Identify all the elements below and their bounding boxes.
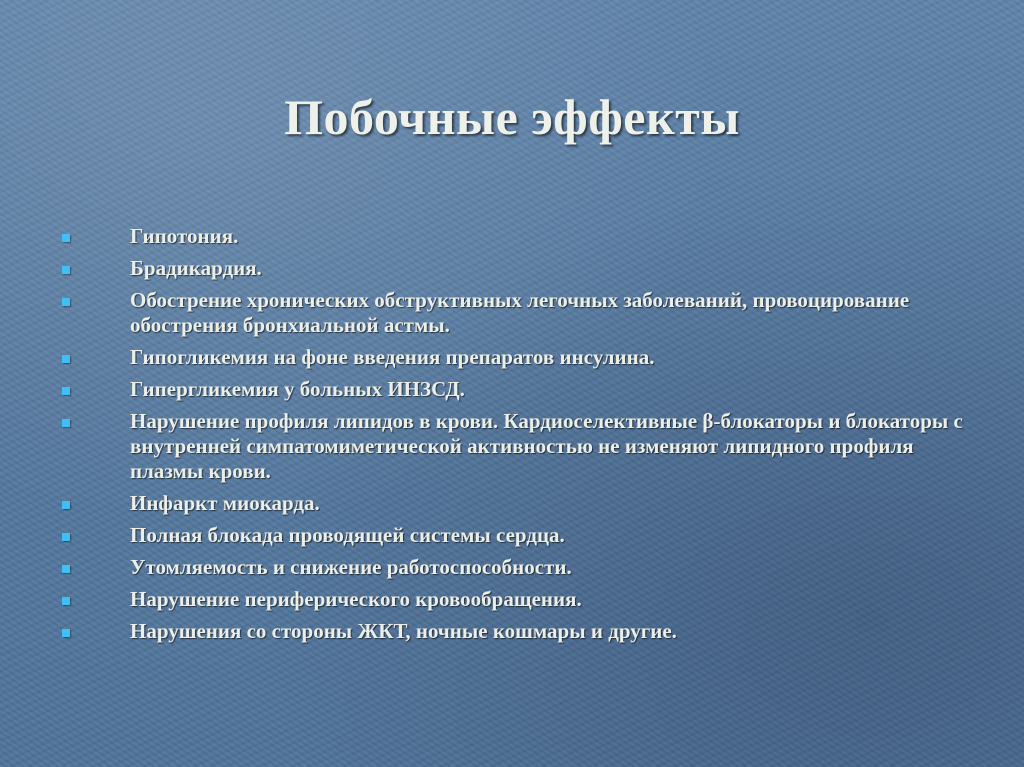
list-item-text: Гипергликемия у больных ИНЗСД. [130,377,465,401]
list-item [58,256,978,281]
list-item-text: Брадикардия. [130,256,262,280]
list-item [58,619,978,644]
list-item-text: Инфаркт миокарда. [130,491,320,515]
square-bullet-icon [62,355,70,363]
list-item [58,345,978,370]
list-item-text: Полная блокада проводящей системы сердца. [130,523,565,547]
bullet-list [58,224,978,651]
list-item [58,377,978,402]
square-bullet-icon [62,234,70,242]
list-item-text: Гипогликемия на фоне введения препаратов инсулина. [130,345,655,369]
list-item [58,288,978,338]
square-bullet-icon [62,266,70,274]
list-item [58,409,978,484]
list-item [58,224,978,249]
slide-title: Побочные эффекты [284,89,740,145]
list-item-text: Утомляемость и снижение работоспособности. [130,555,572,579]
square-bullet-icon [62,629,70,637]
list-item-text: Нарушение периферического кровообращения. [130,587,582,611]
list-item-text: Нарушение профиля липидов в крови. Кардиоселективные β-блокаторы и блокаторы с внутренней симпатомиметической активностью не изменяют липидного профиля плазмы крови. [130,409,963,483]
list-item-text: Обострение хронических обструктивных легочных заболеваний, провоцирование обострения бронхиальной астмы. [130,288,910,337]
list-item [58,587,978,612]
square-bullet-icon [62,387,70,395]
square-bullet-icon [62,565,70,573]
list-item [58,523,978,548]
square-bullet-icon [62,533,70,541]
square-bullet-icon [62,298,70,306]
square-bullet-icon [62,597,70,605]
list-item [58,555,978,580]
list-item-text: Нарушения со стороны ЖКТ, ночные кошмары и другие. [130,619,677,643]
list-item [58,491,978,516]
list-item-text: Гипотония. [130,224,239,248]
square-bullet-icon [62,501,70,509]
square-bullet-icon [62,419,70,427]
